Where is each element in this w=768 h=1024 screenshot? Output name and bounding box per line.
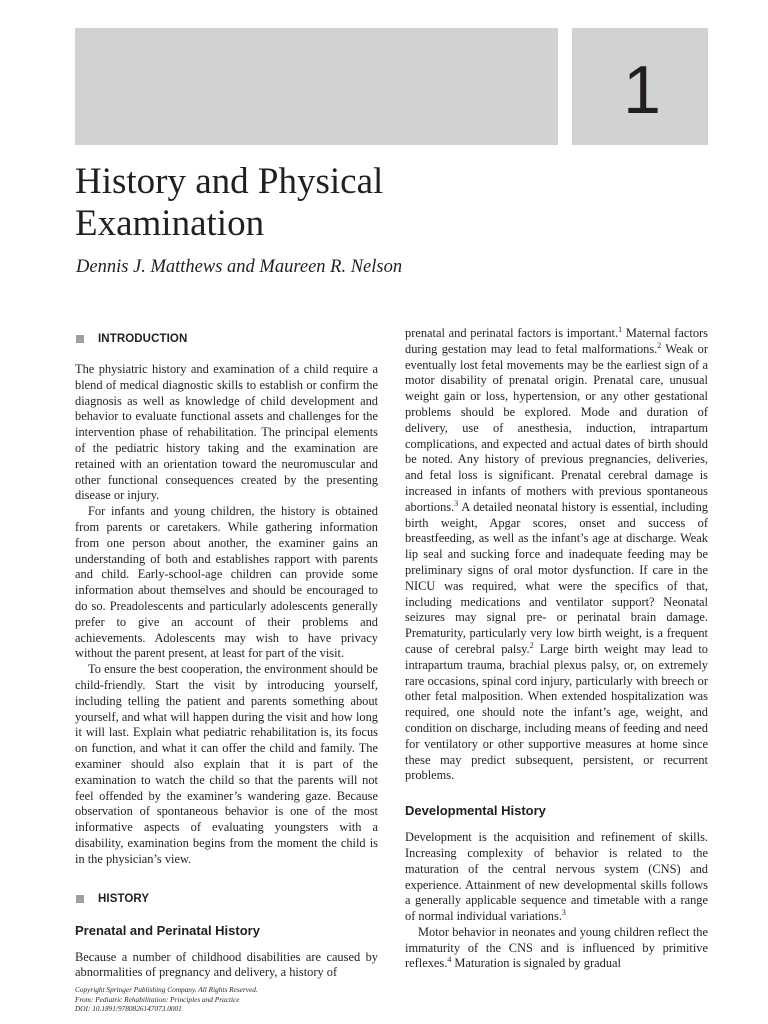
- intro-paragraph-3: To ensure the best cooperation, the environment should be child-friendly. Start the visit by introducing yourself, including telling the patient and parents something about yourself, and what will happen during the visit and how long it will last. Explain what pediatric rehabilitation is, its focus on function, and what it can offer the child and family. The examiner should also explain that it is part of the examination to watch the child so that the parents will not feel offended by the examiner’s wandering gaze. Because observation of spontaneous behavior is one of the most informative aspects of evaluating youngsters with a disability, examination begins from the moment the child is in the physician’s view.: [75, 662, 378, 866]
- reference-marker: 1: [618, 326, 623, 334]
- footer-source: From: Pediatric Rehabilitation: Principles and Practice: [75, 994, 240, 1004]
- text-run: prenatal and perinatal factors is important.: [405, 326, 619, 340]
- prenatal-paragraph-continued: [405, 326, 708, 784]
- text-run: Development is the acquisition and refinement of skills. Increasing complexity of behavior is related to the maturation of the central nervous system (CNS) and experience. Attainment of new developmental skills follows a generally applicable sequence and timetable with a range of normal individual variations.: [405, 830, 708, 924]
- chapter-number: 1: [623, 52, 661, 128]
- introduction-heading-label: INTRODUCTION: [98, 333, 188, 345]
- chapter-title-line-1: History and Physical: [75, 161, 384, 202]
- history-heading-label: HISTORY: [98, 892, 150, 905]
- text-run: Weak or eventually lost fetal movements may be the earliest sign of a motor disability of prenatal origin. Prenatal care, unusual weight gain or loss, hypertension, or any other gestational problems should be explored. Mode and duration of delivery, use of anesthesia, induction, intrapartum complications, and expected and actual dates of birth should be noted. Any history of previous pregnancies, deliveries, and fetal loss is significant. Prenatal cerebral damage is increased in infants of mothers with previous spontaneous abortions.: [405, 341, 708, 514]
- section-square-icon: [76, 335, 84, 343]
- history-heading: [75, 890, 378, 908]
- reference-marker: 3: [561, 907, 566, 917]
- chapter-authors: Dennis J. Matthews and Maureen R. Nelson: [76, 257, 403, 277]
- right-column: [405, 326, 708, 988]
- reference-marker: 2: [657, 340, 662, 350]
- footer-copyright: Copyright Springer Publishing Company. All Rights Reserved.: [75, 985, 258, 994]
- chapter-title-line-2: Examination: [75, 203, 265, 244]
- introduction-heading: [75, 330, 378, 348]
- reference-marker: 4: [447, 955, 452, 965]
- developmental-paragraph-1: [405, 830, 708, 925]
- prenatal-paragraph-1: Because a number of childhood disabilities are caused by abnormalities of pregnancy and delivery, a history of: [75, 949, 378, 980]
- chapter-title: [75, 161, 675, 245]
- reference-marker: 2: [529, 640, 534, 650]
- left-column: [75, 326, 378, 988]
- chapter-header-band: [75, 28, 558, 145]
- copyright-footer: [75, 985, 395, 1014]
- text-run: A detailed neonatal history is essential, including birth weight, Apgar scores, onset and success of breastfeeding, as well as the infant’s age at discharge. Weak lip seal and sucking force and inadequate feeding may be preliminary signs of oral motor dysfunction. If care in the NICU was required, what were the specifics of that, including medications and ventilator support? Neonatal seizures may signal pre- or perinatal brain damage. Prematurity, particularly very low birth weight, is a frequent cause of cerebral palsy.: [405, 499, 708, 656]
- text-run: Maternal factors during gestation may lead to fetal malformations.: [405, 326, 708, 356]
- section-square-icon: [76, 895, 84, 903]
- footer-doi: DOI: 10.1891/9780826147073.0001: [75, 1004, 182, 1013]
- intro-paragraph-2: For infants and young children, the history is obtained from parents or caretakers. While gathering information from one person about another, the examiner gains an understanding of both and establishes rapport with parents and child. Early-school-age children can provide some information about themselves and should be encouraged to do so. Preadolescents and particularly adolescents generally prefer to give an account of their problems and achievements. Adolescents may wish to have privacy without the parent present, at least for part of the visit.: [75, 504, 378, 661]
- developmental-paragraph-2: [405, 925, 708, 972]
- text-run: Motor behavior in neonates and young children reflect the immaturity of the CNS and is influenced by primitive reflexes.: [405, 924, 708, 971]
- text-run: Large birth weight may lead to intrapartum trauma, brachial plexus palsy, or, on extremely rare occasions, spinal cord injury, particularly with breech or other fetal malposition. When extended hospitalization was required, one should note the infant’s age, weight, and condition on discharge, including means of feeding and need for ventilatory or other supportive measures at home since these may predict subsequent, persistent, or recurrent problems.: [405, 641, 708, 783]
- intro-paragraph-1: The physiatric history and examination of a child require a blend of medical diagnostic skills to establish or confirm the diagnosis as well as knowledge of child development and behavior to evaluate functional assets and challenges for the intervention phase of rehabilitation. The principal elements of the pediatric history taking and the examination are retained with an orientation toward the neuromuscular and other functional consequences created by the presenting disease or injury.: [75, 362, 378, 503]
- text-run: Maturation is signaled by gradual: [451, 956, 621, 971]
- prenatal-perinatal-heading: Prenatal and Perinatal History: [75, 922, 260, 938]
- reference-marker: 3: [454, 498, 459, 508]
- developmental-history-heading: Developmental History: [405, 803, 546, 819]
